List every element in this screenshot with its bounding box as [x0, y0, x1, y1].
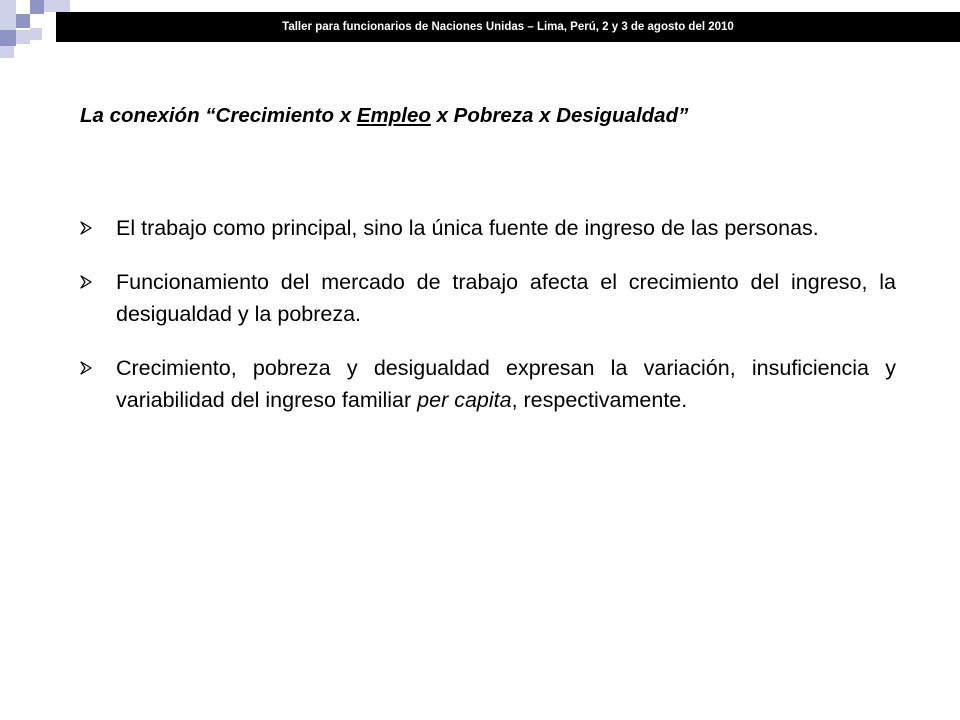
- bullet-text-before: Crecimiento, pobreza y desigualdad expresan la variación, insuficiencia y variabilidad del ingreso familiar: [116, 356, 896, 412]
- slide-title: [80, 104, 900, 128]
- arrow-bullet-icon: [80, 275, 93, 289]
- bullet-item: [80, 352, 896, 416]
- bullet-list: [80, 212, 896, 438]
- title-prefix: La conexión “Crecimiento x: [80, 104, 357, 127]
- bullet-text: El trabajo como principal, sino la única fuente de ingreso de las personas.: [116, 216, 819, 240]
- bullet-text-after: , respectivamente.: [511, 388, 688, 412]
- arrow-bullet-icon: [80, 361, 93, 375]
- title-underlined-word: Empleo: [356, 104, 431, 127]
- arrow-bullet-icon: [80, 221, 93, 235]
- bullet-item: [80, 266, 896, 330]
- bullet-italic-text: per capita: [417, 388, 512, 412]
- header-text: Taller para funcionarios de Naciones Unidas – Lima, Perú, 2 y 3 de agosto del 2010: [282, 21, 734, 33]
- header-bar: [56, 12, 960, 42]
- bullet-text: Funcionamiento del mercado de trabajo afecta el crecimiento del ingreso, la desigualdad y la pobreza.: [116, 270, 896, 326]
- title-suffix: x Pobreza x Desigualdad”: [430, 104, 689, 127]
- bullet-item: [80, 212, 896, 244]
